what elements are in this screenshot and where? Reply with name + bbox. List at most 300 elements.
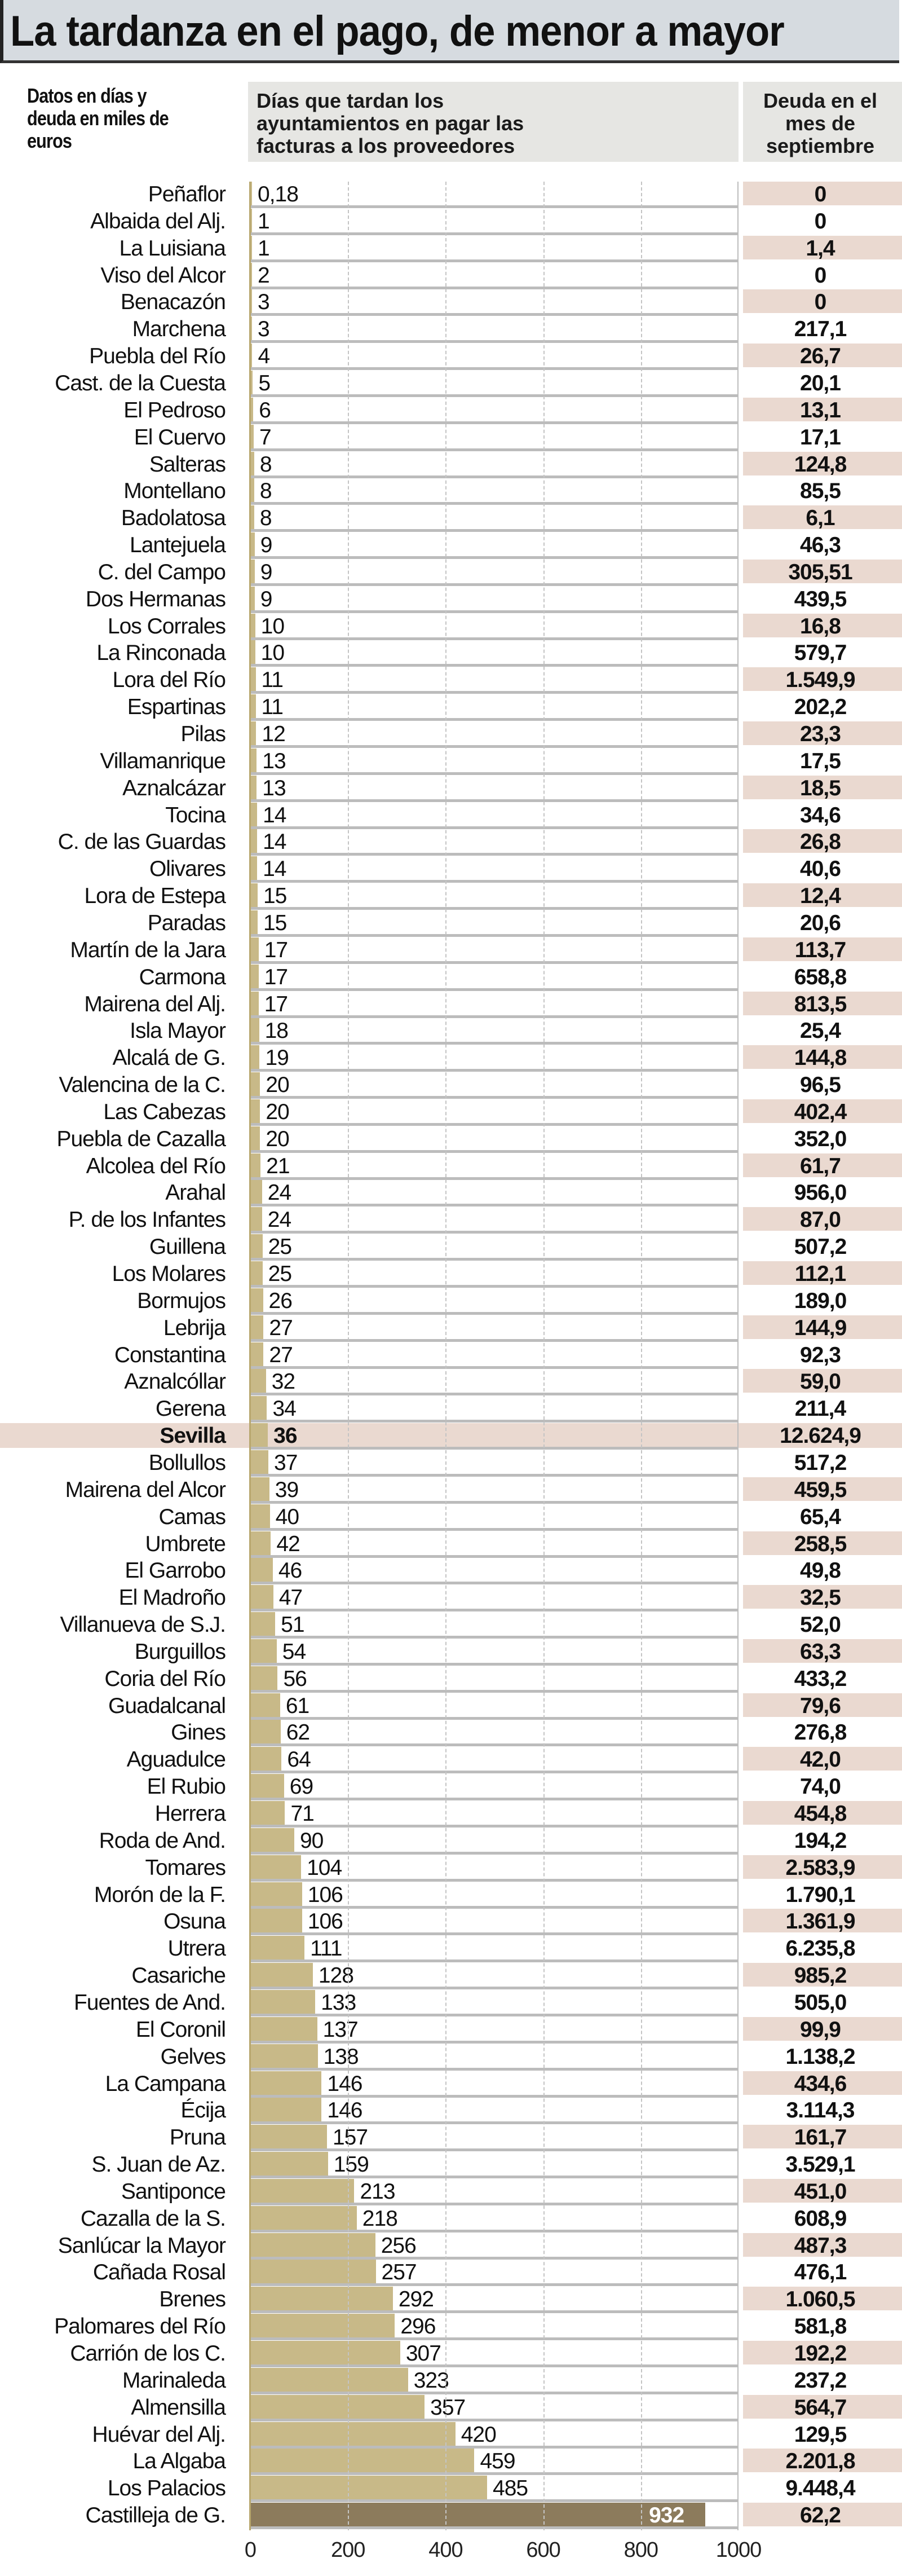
table-row: [0, 263, 902, 290]
table-row: [0, 2125, 902, 2152]
municipality-name: Albaida del Alj.: [90, 209, 226, 234]
gridline: [348, 182, 349, 2530]
municipality-name: El Coronil: [135, 2017, 226, 2042]
debt-value: 1.138,2: [785, 2044, 855, 2069]
debt-value: 144,8: [794, 1046, 847, 1071]
debt-cell: [743, 1342, 902, 1366]
municipality-name: Tocina: [165, 803, 226, 827]
municipality-name: Morón de la F.: [94, 1882, 226, 1907]
debt-cell: [743, 2071, 902, 2095]
days-bar: [250, 856, 257, 880]
debt-cell: [743, 505, 902, 529]
debt-cell: [743, 532, 902, 556]
municipality-name: Sanlúcar la Mayor: [58, 2233, 226, 2258]
days-value: 90: [299, 1828, 324, 1853]
days-bar: [250, 2449, 474, 2472]
debt-value: 2.583,9: [785, 1855, 855, 1880]
days-bar: [250, 1585, 273, 1609]
days-bar: [250, 2341, 400, 2364]
days-bar: [250, 505, 254, 529]
debt-value: 1.549,9: [785, 668, 855, 693]
days-bar: [250, 2233, 375, 2257]
table-row: [0, 2368, 902, 2395]
bar-track: [250, 1369, 739, 1395]
municipality-name: C. del Campo: [98, 560, 226, 584]
table-row: [0, 910, 902, 937]
municipality-name: Brenes: [159, 2287, 226, 2312]
table-row: [0, 1990, 902, 2017]
table-row: [0, 1693, 902, 1720]
debt-cell: [743, 1369, 902, 1393]
bar-track: [250, 1288, 739, 1315]
days-value: 47: [278, 1586, 303, 1610]
municipality-name: Olivares: [149, 857, 226, 882]
table-row: [0, 1531, 902, 1558]
bar-track: [250, 1855, 739, 1882]
municipality-name: Alcolea del Río: [86, 1153, 226, 1178]
table-row: [0, 803, 902, 830]
municipality-name: La Algaba: [132, 2449, 226, 2474]
table-row: [0, 748, 902, 776]
bar-track: [250, 1612, 739, 1639]
table-row: [0, 1882, 902, 1909]
bar-track: [250, 2044, 739, 2071]
municipality-name: Sevilla: [160, 1424, 226, 1448]
debt-cell: [743, 1261, 902, 1285]
debt-value: 13,1: [800, 398, 841, 422]
bar-track: [250, 1234, 739, 1261]
debt-value: 0: [814, 209, 826, 234]
debt-value: 211,4: [794, 1397, 846, 1421]
days-bar: [250, 452, 254, 475]
bar-track: [250, 776, 739, 802]
table-row: [0, 2395, 902, 2422]
bar-track: [250, 965, 739, 991]
debt-value: 6.235,8: [785, 1936, 855, 1961]
days-bar: [250, 1423, 268, 1447]
debt-cell: [743, 2503, 902, 2526]
debt-cell: [743, 1963, 902, 1987]
debt-cell: [743, 478, 902, 502]
table-row: [0, 1126, 902, 1153]
bar-track: [250, 883, 739, 910]
bar-track: [250, 2503, 739, 2529]
bar-track: [250, 1045, 739, 1072]
days-bar: [250, 1180, 262, 1204]
table-row: [0, 1909, 902, 1936]
debt-cell: [743, 2260, 902, 2283]
days-value: 9: [260, 560, 272, 584]
table-row: [0, 992, 902, 1019]
debt-cell: [743, 2152, 902, 2176]
municipality-name: Guadalcanal: [108, 1693, 226, 1718]
debt-cell: [743, 371, 902, 394]
municipality-name: Aguadulce: [126, 1747, 226, 1772]
days-value: 51: [281, 1613, 304, 1637]
table-row: [0, 776, 902, 803]
days-value: 69: [289, 1774, 313, 1799]
debt-value: 1.060,5: [785, 2287, 855, 2312]
debt-value: 192,2: [794, 2341, 847, 2366]
table-row: [0, 236, 902, 263]
municipality-name: S. Juan de Az.: [91, 2152, 226, 2177]
days-value: 15: [263, 884, 287, 909]
days-value: 4: [258, 344, 270, 369]
debt-cell: [743, 587, 902, 610]
x-tick-label: 600: [526, 2538, 560, 2562]
days-bar: [250, 1747, 281, 1771]
municipality-name: Villanueva de S.J.: [60, 1613, 226, 1637]
table-row: [0, 1342, 902, 1370]
days-value: 218: [362, 2206, 397, 2231]
bar-track: [250, 1882, 739, 1909]
bar-track: [250, 1936, 739, 1962]
debt-cell: [743, 1882, 902, 1906]
days-bar: [250, 965, 259, 988]
days-value: 46: [278, 1558, 302, 1583]
bar-track: [250, 2233, 739, 2260]
days-bar: [250, 1882, 302, 1906]
debt-value: 113,7: [794, 937, 846, 962]
days-bar: [250, 694, 256, 718]
debt-value: 17,1: [800, 425, 841, 450]
bar-track: [250, 2395, 739, 2421]
days-value: 10: [260, 614, 285, 639]
days-value: 26: [268, 1288, 292, 1313]
debt-cell: [743, 667, 902, 691]
table-row: [0, 2044, 902, 2071]
bar-track: [250, 2449, 739, 2475]
table-row: [0, 209, 902, 236]
days-bar: [250, 2179, 354, 2203]
debt-value: 0: [814, 182, 826, 206]
bar-track: [250, 803, 739, 829]
days-value: 12: [262, 722, 285, 746]
bar-track: [250, 1099, 739, 1126]
days-value: 20: [266, 1126, 289, 1151]
days-value: 17: [264, 965, 288, 989]
table-row: [0, 1774, 902, 1801]
municipality-name: Palomares del Río: [54, 2314, 226, 2339]
debt-value: 956,0: [794, 1181, 847, 1205]
table-row: [0, 1369, 902, 1396]
table-row: [0, 1288, 902, 1315]
debt-value: 579,7: [794, 641, 847, 666]
table-row: [0, 1504, 902, 1531]
days-bar: [250, 2152, 328, 2176]
days-value: 323: [413, 2368, 449, 2393]
debt-value: 352,0: [794, 1126, 847, 1151]
table-row: [0, 614, 902, 641]
table-row: [0, 2503, 902, 2530]
bar-track: [250, 505, 739, 532]
days-bar: [250, 1531, 271, 1555]
bar-track: [250, 2179, 739, 2205]
bar-track: [250, 721, 739, 748]
table-row: [0, 1072, 902, 1099]
debt-cell: [743, 1936, 902, 1959]
table-row: [0, 398, 902, 425]
municipality-name: Pilas: [180, 722, 226, 746]
x-tick-label: 0: [244, 2538, 257, 2562]
debt-cell: [743, 344, 902, 367]
municipality-name: El Pedroso: [123, 398, 226, 422]
table-row: [0, 1180, 902, 1207]
table-row: [0, 560, 902, 587]
table-row: [0, 2287, 902, 2314]
debt-value: 61,7: [800, 1153, 841, 1178]
debt-column-header-label: Deuda en el mes de septiembre: [763, 89, 878, 157]
days-value: 257: [381, 2260, 417, 2285]
days-value: 20: [266, 1099, 289, 1124]
municipality-name: Coria del Río: [104, 1666, 226, 1691]
table-row: [0, 667, 902, 694]
days-value: 106: [307, 1882, 343, 1907]
days-bar: [250, 1909, 302, 1932]
days-value: 14: [263, 857, 286, 882]
municipality-name: Arahal: [165, 1181, 226, 1205]
debt-cell: [743, 2476, 902, 2499]
days-bar: [250, 1315, 263, 1339]
municipality-name: El Garrobo: [125, 1558, 226, 1583]
municipality-name: Lebrija: [163, 1315, 226, 1340]
debt-value: 65,4: [800, 1504, 841, 1529]
debt-value: 985,2: [794, 1963, 847, 1988]
days-bar: [250, 2206, 357, 2230]
days-bar: [250, 776, 257, 799]
table-row: [0, 1423, 902, 1450]
bar-track: [250, 1963, 739, 1989]
municipality-name: Pruna: [169, 2125, 226, 2150]
days-value: 7: [259, 425, 271, 450]
debt-cell: [743, 856, 902, 880]
municipality-name: Roda de And.: [99, 1828, 226, 1853]
bar-track: [250, 2071, 739, 2098]
debt-cell: [743, 2449, 902, 2472]
debt-cell: [743, 1207, 902, 1231]
municipality-name: El Cuervo: [134, 425, 226, 450]
table-row: [0, 1153, 902, 1181]
debt-cell: [743, 1018, 902, 1042]
debt-value: 62,2: [800, 2503, 841, 2528]
debt-value: 1,4: [806, 236, 835, 261]
table-row: [0, 1018, 902, 1045]
bar-track: [250, 748, 739, 775]
days-value: 32: [271, 1370, 295, 1394]
municipality-name: Peñaflor: [148, 182, 226, 206]
days-value: 138: [323, 2044, 359, 2069]
debt-cell: [743, 992, 902, 1015]
table-row: [0, 2206, 902, 2233]
table-row: [0, 1261, 902, 1288]
bar-track: [250, 2098, 739, 2124]
bar-track: [250, 1585, 739, 1611]
bar-track: [250, 694, 739, 721]
days-value: 9: [260, 533, 272, 558]
bar-track: [250, 2476, 739, 2502]
debt-cell: [743, 2098, 902, 2121]
debt-cell: [743, 209, 902, 232]
municipality-name: Valencina de la C.: [59, 1073, 226, 1098]
debt-cell: [743, 721, 902, 745]
bar-track: [250, 2422, 739, 2449]
table-row: [0, 2314, 902, 2341]
debt-cell: [743, 829, 902, 853]
table-row: [0, 505, 902, 532]
debt-value: 476,1: [794, 2260, 847, 2285]
municipality-name: Huévar del Alj.: [92, 2422, 226, 2447]
debt-cell: [743, 803, 902, 826]
municipality-name: Camas: [158, 1504, 226, 1529]
debt-value: 12.624,9: [780, 1424, 861, 1448]
days-bar: [250, 1963, 313, 1987]
bar-track: [250, 1747, 739, 1773]
days-value: 146: [327, 2098, 362, 2123]
title-bar: [0, 0, 899, 63]
municipality-name: Lora del Río: [112, 668, 226, 693]
days-bar: [250, 1207, 262, 1231]
debt-cell: [743, 1720, 902, 1743]
municipality-name: Viso del Alcor: [100, 263, 226, 288]
debt-cell: [743, 425, 902, 448]
debt-cell: [743, 263, 902, 287]
bar-track: [250, 2152, 739, 2178]
days-value: 8: [259, 506, 272, 531]
days-value: 133: [321, 1990, 356, 2015]
bar-track: [250, 1126, 739, 1153]
days-value: 296: [400, 2314, 436, 2339]
debt-value: 402,4: [794, 1099, 847, 1124]
debt-cell: [743, 2017, 902, 2041]
days-bar: [250, 1828, 294, 1852]
days-bar: [250, 2503, 705, 2526]
municipality-name: Fuentes de And.: [73, 1990, 226, 2015]
days-value: 137: [322, 2017, 358, 2042]
municipality-name: El Rubio: [147, 1774, 226, 1799]
debt-cell: [743, 1288, 902, 1312]
debt-cell: [743, 1504, 902, 1528]
municipality-name: Castilleja de G.: [85, 2503, 226, 2528]
days-value: 71: [290, 1802, 314, 1826]
days-value: 17: [264, 992, 288, 1016]
table-row: [0, 1801, 902, 1828]
municipality-name: Gelves: [160, 2044, 226, 2069]
bar-track: [250, 452, 739, 478]
days-value: 159: [333, 2152, 369, 2177]
table-row: [0, 1720, 902, 1747]
days-value: 21: [266, 1153, 290, 1178]
debt-cell: [743, 1558, 902, 1582]
days-bar: [250, 2125, 327, 2148]
days-bar: [250, 2098, 321, 2121]
debt-value: 194,2: [794, 1828, 847, 1853]
debt-value: 202,2: [794, 695, 847, 720]
debt-value: 96,5: [800, 1073, 841, 1098]
bar-track: [250, 614, 739, 640]
table-row: [0, 316, 902, 344]
municipality-name: Puebla del Río: [89, 344, 226, 369]
debt-cell: [743, 289, 902, 313]
table-row: [0, 532, 902, 560]
municipality-name: Mairena del Alcor: [65, 1477, 226, 1502]
days-bar: [250, 1369, 266, 1393]
days-bar: [250, 1234, 263, 1258]
days-value: 54: [282, 1639, 306, 1664]
table-row: [0, 1828, 902, 1855]
debt-value: 189,0: [794, 1288, 847, 1313]
bar-track: [250, 2125, 739, 2151]
bar-track: [250, 1018, 739, 1045]
table-row: [0, 2017, 902, 2044]
debt-cell: [743, 236, 902, 259]
table-row: [0, 478, 902, 505]
municipality-name: P. de los Infantes: [68, 1208, 226, 1232]
debt-cell: [743, 1045, 902, 1069]
table-row: [0, 1099, 902, 1126]
days-bar: [250, 883, 258, 907]
debt-value: 258,5: [794, 1531, 847, 1556]
days-value: 104: [307, 1855, 342, 1880]
bar-track: [250, 1072, 739, 1099]
days-bar: [250, 1018, 259, 1042]
table-row: [0, 1396, 902, 1423]
bar-track: [250, 2017, 739, 2044]
table-row: [0, 1612, 902, 1639]
debt-value: 79,6: [800, 1693, 841, 1718]
municipality-name: Badolatosa: [121, 506, 226, 531]
days-value: 459: [480, 2449, 515, 2474]
bar-track: [250, 1396, 739, 1423]
days-bar: [250, 2287, 393, 2310]
bar-track: [250, 316, 739, 343]
debt-cell: [743, 910, 902, 934]
table-row: [0, 289, 902, 316]
table-row: [0, 640, 902, 667]
units-note: Datos en días y deuda en miles de euros: [27, 84, 169, 152]
municipality-name: Umbrete: [145, 1531, 226, 1556]
debt-cell: [743, 316, 902, 340]
days-value: 9: [260, 587, 272, 611]
days-value: 36: [273, 1424, 297, 1448]
debt-cell: [743, 1072, 902, 1096]
bar-track: [250, 587, 739, 613]
days-bar: [250, 1288, 263, 1312]
days-bar: [250, 1045, 259, 1069]
days-bar: [250, 1342, 263, 1366]
debt-cell: [743, 1693, 902, 1717]
bar-track: [250, 2314, 739, 2340]
days-value: 25: [268, 1262, 292, 1286]
table-row: [0, 1936, 902, 1963]
municipality-name: Dos Hermanas: [85, 587, 226, 611]
debt-value: 608,9: [794, 2206, 847, 2231]
bar-track: [250, 344, 739, 370]
debt-value: 813,5: [794, 992, 847, 1016]
table-row: [0, 1207, 902, 1234]
table-row: [0, 1315, 902, 1342]
debt-value: 59,0: [800, 1370, 841, 1394]
debt-cell: [743, 1828, 902, 1852]
municipality-name: Constantina: [114, 1342, 226, 1367]
debt-cell: [743, 2287, 902, 2310]
gridline: [445, 182, 446, 2530]
days-value: 307: [405, 2341, 441, 2366]
debt-value: 17,5: [800, 748, 841, 773]
debt-value: 2.201,8: [785, 2449, 855, 2474]
days-value: 34: [272, 1397, 296, 1421]
debt-value: 87,0: [800, 1208, 841, 1232]
bar-track: [250, 856, 739, 883]
